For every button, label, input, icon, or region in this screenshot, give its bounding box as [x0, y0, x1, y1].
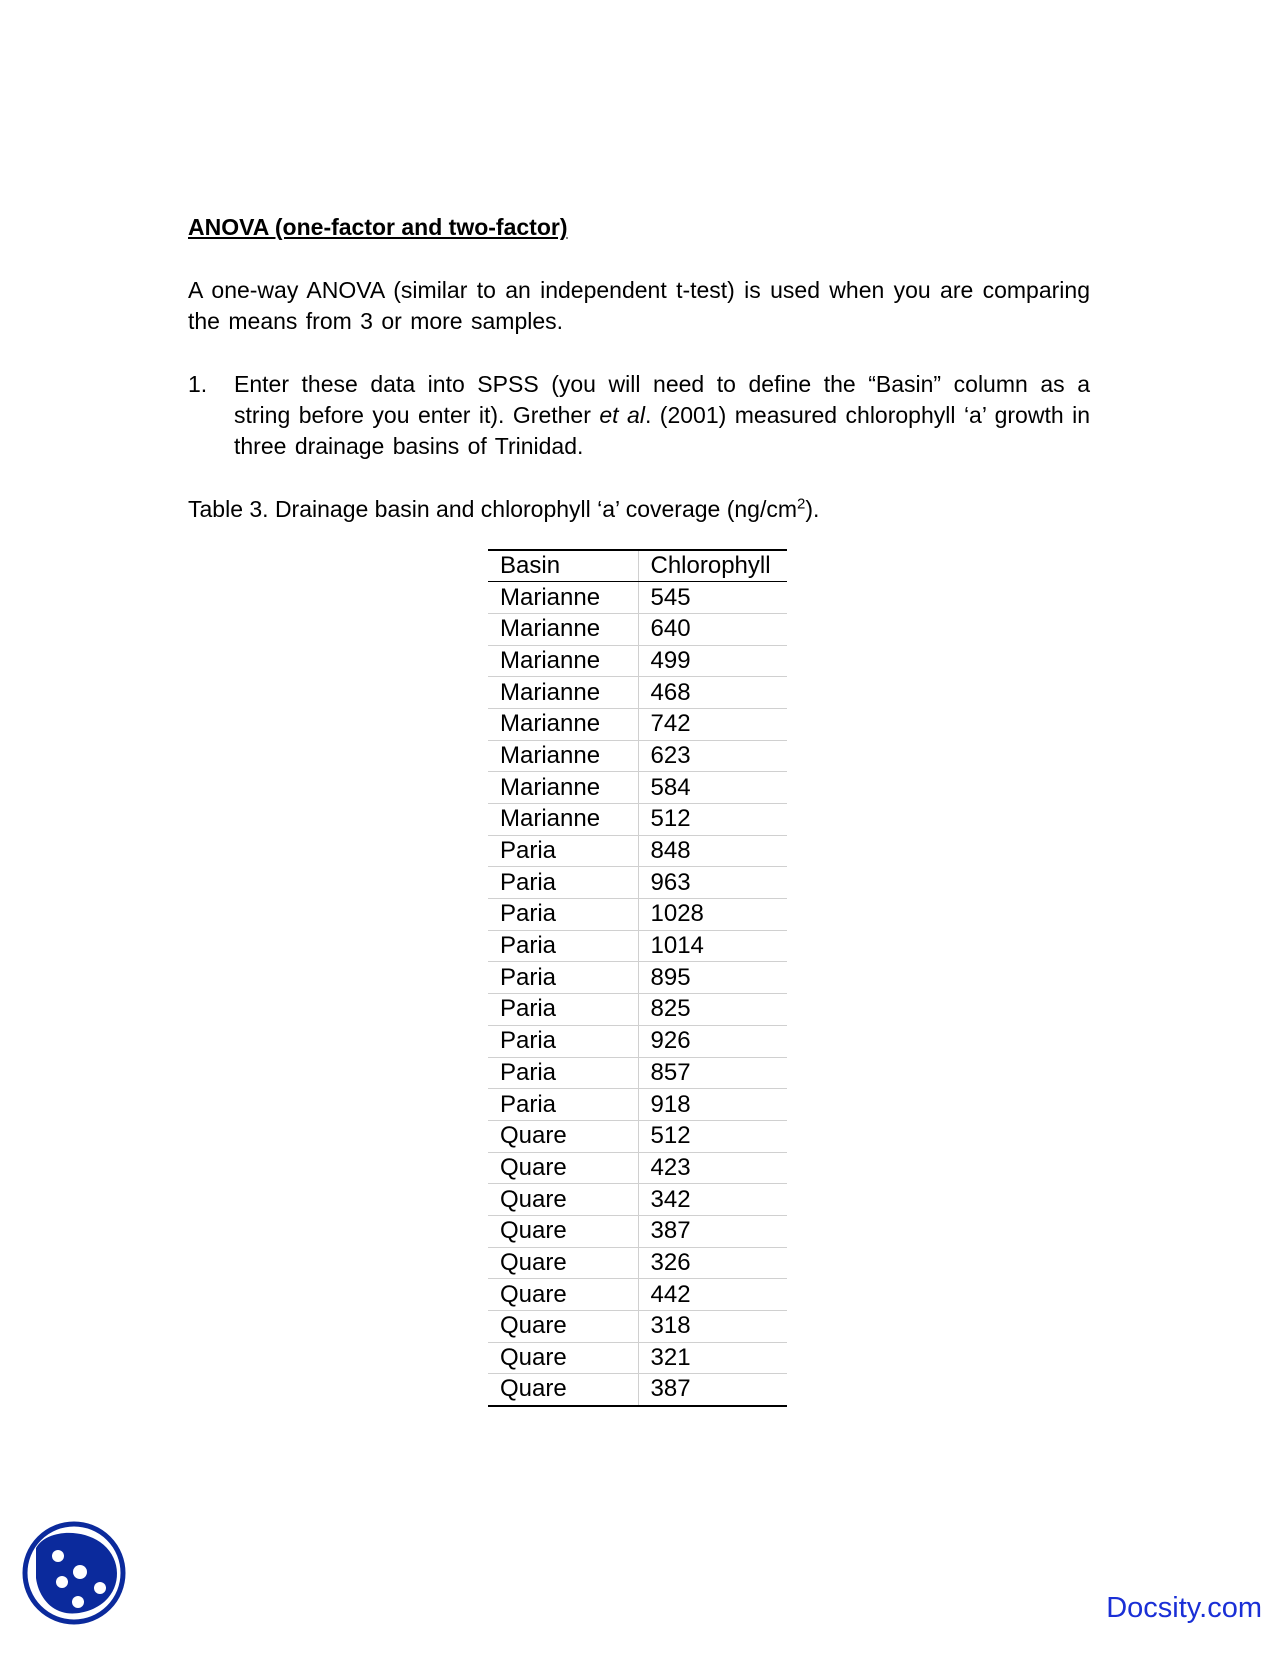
cell-basin: Quare — [488, 1247, 638, 1279]
cell-chlorophyll: 926 — [638, 1025, 787, 1057]
cell-basin: Paria — [488, 962, 638, 994]
caption-text: Table 3. Drainage basin and chlorophyll ‘a’ coverage (ng/cm — [188, 496, 797, 522]
table-row — [488, 1089, 787, 1121]
cell-chlorophyll: 442 — [638, 1279, 787, 1311]
table-row — [488, 835, 787, 867]
cell-chlorophyll: 499 — [638, 645, 787, 677]
cell-basin: Marianne — [488, 582, 638, 614]
cell-chlorophyll: 512 — [638, 1120, 787, 1152]
table-row — [488, 772, 787, 804]
cell-basin: Marianne — [488, 645, 638, 677]
cell-basin: Paria — [488, 930, 638, 962]
table-row — [488, 1057, 787, 1089]
table-row — [488, 994, 787, 1026]
table-row — [488, 1342, 787, 1374]
cell-chlorophyll: 512 — [638, 804, 787, 836]
cell-chlorophyll: 825 — [638, 994, 787, 1026]
cell-basin: Quare — [488, 1152, 638, 1184]
cell-chlorophyll: 584 — [638, 772, 787, 804]
document-body — [188, 212, 1090, 1407]
cell-basin: Quare — [488, 1120, 638, 1152]
cell-basin: Marianne — [488, 708, 638, 740]
cell-basin: Quare — [488, 1215, 638, 1247]
cell-chlorophyll: 1028 — [638, 899, 787, 931]
table-row — [488, 645, 787, 677]
step-1 — [188, 369, 1090, 462]
table-row — [488, 1311, 787, 1343]
cell-chlorophyll: 918 — [638, 1089, 787, 1121]
table-body — [488, 582, 787, 1406]
cell-chlorophyll: 318 — [638, 1311, 787, 1343]
table-caption — [188, 494, 1090, 525]
cell-chlorophyll: 545 — [638, 582, 787, 614]
caption-suffix: ). — [805, 496, 820, 522]
cell-basin: Marianne — [488, 740, 638, 772]
table-row — [488, 1120, 787, 1152]
table-row — [488, 1025, 787, 1057]
table-row — [488, 930, 787, 962]
step-number: 1. — [188, 371, 208, 397]
table-row — [488, 1215, 787, 1247]
table-row — [488, 677, 787, 709]
header-chlorophyll: Chlorophyll — [638, 550, 787, 582]
step-text-part2: . (2001) measured chlorophyll ‘a’ growth in three drainage basins of Trinidad. — [234, 402, 1091, 459]
table-row — [488, 708, 787, 740]
cell-basin: Quare — [488, 1184, 638, 1216]
caption-superscript: 2 — [797, 495, 806, 513]
cell-chlorophyll: 623 — [638, 740, 787, 772]
table-row — [488, 1374, 787, 1406]
table-header-row — [488, 550, 787, 582]
cell-basin: Paria — [488, 1025, 638, 1057]
docsity-logo-icon — [22, 1520, 130, 1628]
table-row — [488, 1184, 787, 1216]
cell-chlorophyll: 963 — [638, 867, 787, 899]
cell-chlorophyll: 895 — [638, 962, 787, 994]
cell-basin: Marianne — [488, 772, 638, 804]
cell-basin: Paria — [488, 835, 638, 867]
table-row — [488, 899, 787, 931]
table-row — [488, 740, 787, 772]
cell-chlorophyll: 321 — [638, 1342, 787, 1374]
cell-basin: Paria — [488, 899, 638, 931]
intro-paragraph: A one-way ANOVA (similar to an independent t-test) is used when you are comparing the means from 3 or more samples. — [188, 277, 1090, 334]
step-text-italic: et al — [599, 402, 645, 428]
cell-chlorophyll: 468 — [638, 677, 787, 709]
cell-chlorophyll: 742 — [638, 708, 787, 740]
table-row — [488, 1152, 787, 1184]
cell-basin: Paria — [488, 994, 638, 1026]
table-row — [488, 1279, 787, 1311]
cell-basin: Paria — [488, 1057, 638, 1089]
table-row — [488, 613, 787, 645]
cell-basin: Quare — [488, 1279, 638, 1311]
table-row — [488, 582, 787, 614]
step-text — [234, 369, 1090, 462]
cell-chlorophyll: 326 — [638, 1247, 787, 1279]
cell-chlorophyll: 640 — [638, 613, 787, 645]
cell-basin: Paria — [488, 867, 638, 899]
step-text-part1: Enter these data into SPSS (you will need to define the “Basin” column as a string before you enter it). Grether — [234, 371, 1090, 428]
cell-chlorophyll: 857 — [638, 1057, 787, 1089]
cell-chlorophyll: 423 — [638, 1152, 787, 1184]
cell-basin: Quare — [488, 1374, 638, 1406]
cell-basin: Quare — [488, 1311, 638, 1343]
cell-chlorophyll: 387 — [638, 1374, 787, 1406]
cell-chlorophyll: 848 — [638, 835, 787, 867]
page-title: ANOVA (one-factor and two-factor) — [188, 214, 568, 240]
table-row — [488, 1247, 787, 1279]
cell-basin: Marianne — [488, 677, 638, 709]
cell-chlorophyll: 387 — [638, 1215, 787, 1247]
cell-chlorophyll: 1014 — [638, 930, 787, 962]
cell-basin: Quare — [488, 1342, 638, 1374]
table-row — [488, 867, 787, 899]
cell-basin: Marianne — [488, 804, 638, 836]
table-row — [488, 804, 787, 836]
chlorophyll-table — [488, 549, 787, 1407]
cell-chlorophyll: 342 — [638, 1184, 787, 1216]
table-row — [488, 962, 787, 994]
cell-basin: Paria — [488, 1089, 638, 1121]
docsity-brand-link[interactable]: Docsity.com — [1106, 1592, 1262, 1624]
header-basin: Basin — [488, 550, 638, 582]
cell-basin: Marianne — [488, 613, 638, 645]
